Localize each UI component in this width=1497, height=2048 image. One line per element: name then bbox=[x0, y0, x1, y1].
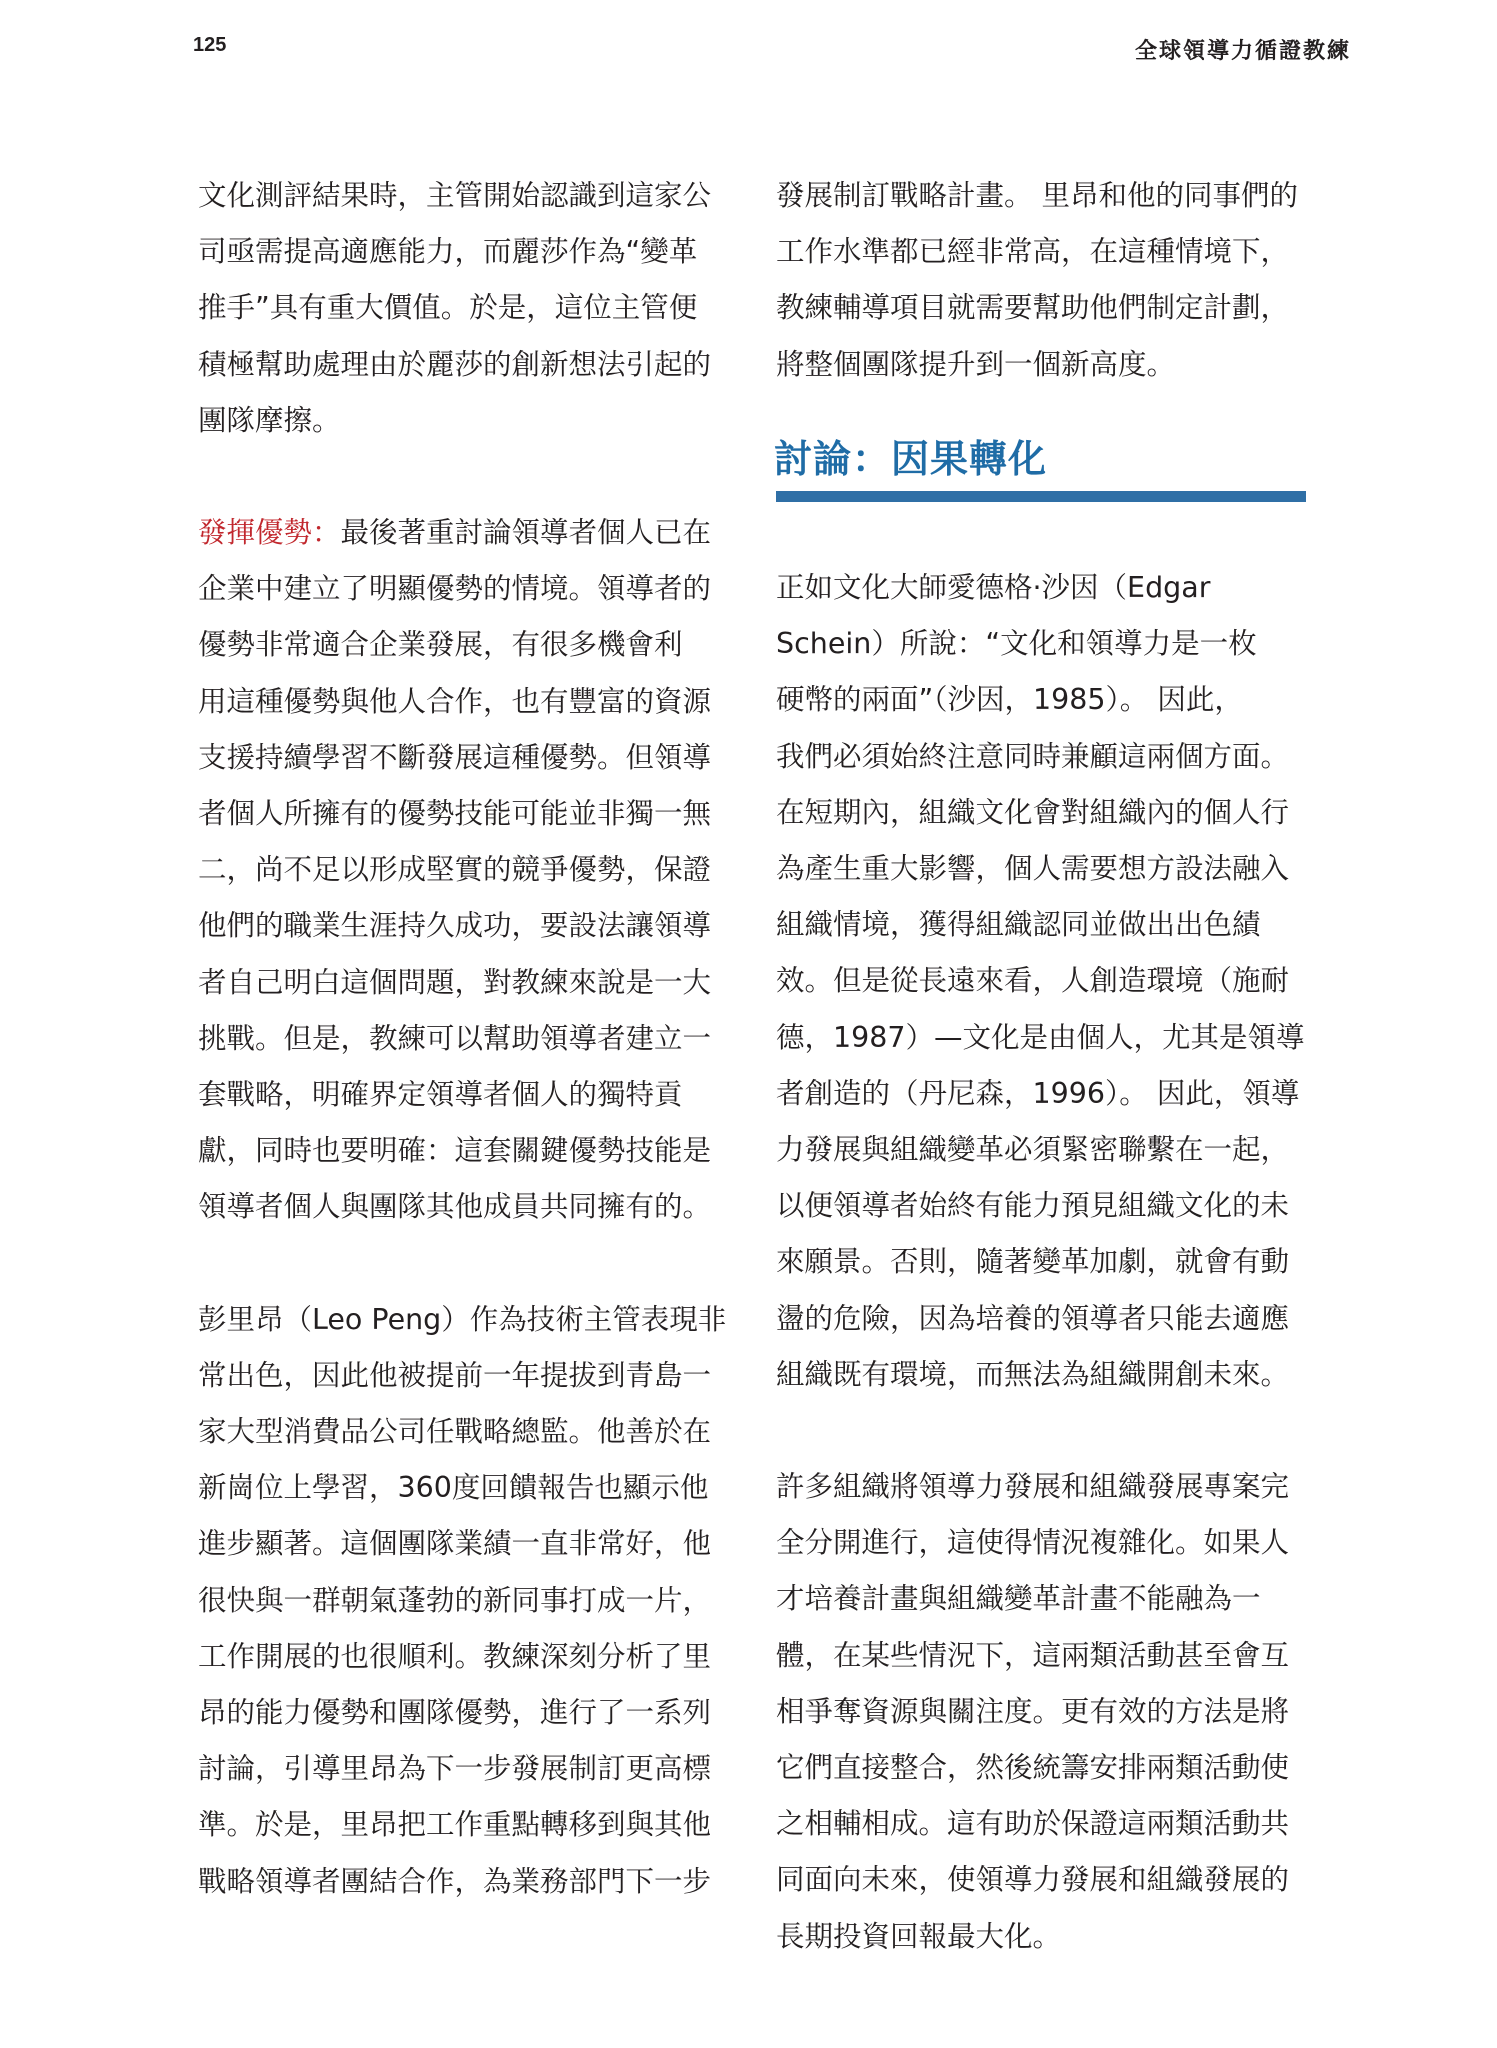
right-column bbox=[776, 168, 1316, 393]
text-line: 之相輔相成。這有助於保證這兩類活動共 bbox=[776, 1807, 1290, 1841]
running-header-book-title: 全球領導力循證教練 bbox=[1134, 39, 1351, 64]
text-line: 發展制訂戰略計畫。 里昂和他的同事們的 bbox=[776, 179, 1299, 212]
text-line: 支援持續學習不斷發展這種優勢。但領導 bbox=[198, 740, 712, 774]
text-line: 常出色，因此他被提前一年提拔到青島一 bbox=[198, 1358, 712, 1392]
text-line: 長期投資回報最大化。 bbox=[776, 1919, 1062, 1953]
text-line: 積極幫助處理由於麗莎的創新想法引起的 bbox=[198, 347, 712, 381]
text-line: 者創造的（丹尼森，1996）。 因此，領導 bbox=[776, 1076, 1300, 1110]
text-line: 推手”具有重大價值。於是，這位主管便 bbox=[198, 291, 698, 325]
text-line: 組織既有環境，而無法為組織開創未來。 bbox=[776, 1357, 1290, 1391]
text-line: 準。於是，里昂把工作重點轉移到與其他 bbox=[198, 1808, 712, 1842]
text-line: 文化測評結果時，主管開始認識到這家公 bbox=[198, 179, 712, 212]
text-line: 企業中建立了明顯優勢的情境。領導者的 bbox=[198, 572, 712, 606]
text-line: 硬幣的兩面”（沙因，1985）。 因此， bbox=[776, 683, 1243, 717]
right-column-body bbox=[776, 560, 1316, 1965]
text-line: 挑戰。但是，教練可以幫助領導者建立一 bbox=[198, 1021, 712, 1055]
paragraph-leverage-strengths bbox=[198, 505, 738, 1236]
text-line: 者個人所擁有的優勢技能可能並非獨一無 bbox=[198, 797, 712, 831]
text-line: 進步顯著。這個團隊業績一直非常好，他 bbox=[198, 1527, 712, 1561]
text-line: 它們直接整合，然後統籌安排兩類活動使 bbox=[776, 1751, 1290, 1785]
text-line bbox=[198, 505, 738, 561]
text-line: 教練輔導項目就需要幫助他們制定計劃， bbox=[776, 291, 1290, 325]
text-line: 我們必須始終注意同時兼顧這兩個方面。 bbox=[776, 739, 1290, 773]
paragraph-gap bbox=[776, 1403, 1316, 1459]
paragraph-leo-peng bbox=[198, 1292, 738, 1910]
text-line: 戰略領導者團結合作，為業務部門下一步 bbox=[198, 1864, 712, 1898]
text-line: 新崗位上學習，360度回饋報告也顯示他 bbox=[198, 1471, 709, 1505]
page-number: 125 bbox=[193, 34, 227, 56]
text-line: 二，尚不足以形成堅實的競爭優勢，保證 bbox=[198, 853, 712, 887]
text-line: 工作水準都已經非常高，在這種情境下， bbox=[776, 235, 1290, 269]
text-line: 德，1987）—文化是由個人，尤其是領導 bbox=[776, 1020, 1305, 1054]
text-line: 昂的能力優勢和團隊優勢，進行了一系列 bbox=[198, 1696, 712, 1730]
text-line: 家大型消費品公司任戰略總監。他善於在 bbox=[198, 1415, 712, 1449]
text-line: Schein）所說：“文化和領導力是一枚 bbox=[776, 627, 1257, 661]
text-line: 相爭奪資源與關注度。更有效的方法是將 bbox=[776, 1694, 1290, 1728]
paragraph-culture-leadership bbox=[776, 560, 1316, 1403]
text-line: 體，在某些情況下，這兩類活動甚至會互 bbox=[776, 1638, 1290, 1672]
text-line: 將整個團隊提升到一個新高度。 bbox=[776, 347, 1176, 381]
text-line: 用這種優勢與他人合作，也有豐富的資源 bbox=[198, 684, 712, 718]
paragraph-integration bbox=[776, 1459, 1316, 1965]
text-line: 以便領導者始終有能力預見組織文化的未 bbox=[776, 1189, 1290, 1223]
text-line: 為產生重大影響，個人需要想方設法融入 bbox=[776, 852, 1290, 886]
text-line: 效。但是從長遠來看，人創造環境（施耐 bbox=[776, 964, 1290, 998]
text-line: 全分開進行，這使得情況複雜化。如果人 bbox=[776, 1526, 1290, 1560]
text-line: 許多組織將領導力發展和組織發展專案完 bbox=[776, 1470, 1290, 1504]
text-line: 很快與一群朝氣蓬勃的新同事打成一片， bbox=[198, 1583, 712, 1617]
text-line: 者自己明白這個問題，對教練來說是一大 bbox=[198, 965, 712, 999]
paragraph-change-agent bbox=[198, 168, 738, 449]
text-line: 討論，引導里昂為下一步發展制訂更高標 bbox=[198, 1752, 712, 1786]
text-line: 他們的職業生涯持久成功，要設法讓領導 bbox=[198, 909, 712, 943]
text-line: 優勢非常適合企業發展，有很多機會利 bbox=[198, 628, 683, 662]
term-leverage-strengths: 發揮優勢： bbox=[198, 516, 341, 550]
text-line: 盪的危險，因為培養的領導者只能去適應 bbox=[776, 1301, 1290, 1335]
text-line: 同面向未來，使領導力發展和組織發展的 bbox=[776, 1863, 1290, 1897]
paragraph-strategy-plan bbox=[776, 168, 1316, 393]
text-line: 彭里昂（Leo Peng）作為技術主管表現非 bbox=[198, 1302, 727, 1336]
text-fragment: 最後著重討論領導者個人已在 bbox=[340, 516, 712, 550]
text-line: 工作開展的也很順利。教練深刻分析了里 bbox=[198, 1639, 712, 1673]
text-line: 才培養計畫與組織變革計畫不能融為一 bbox=[776, 1582, 1261, 1616]
text-line: 領導者個人與團隊其他成員共同擁有的。 bbox=[198, 1190, 712, 1224]
left-column bbox=[198, 168, 738, 1910]
text-line: 在短期內，組織文化會對組織內的個人行 bbox=[776, 795, 1290, 829]
text-line: 司亟需提高適應能力，而麗莎作為“變革 bbox=[198, 235, 698, 269]
text-line: 正如文化大師愛德格·沙因（Edgar bbox=[776, 571, 1211, 604]
text-line: 組織情境，獲得組織認同並做出出色績 bbox=[776, 908, 1261, 942]
paragraph-gap bbox=[198, 449, 738, 505]
heading-underline-rule bbox=[776, 491, 1306, 502]
text-line: 來願景。否則，隨著變革加劇，就會有動 bbox=[776, 1245, 1290, 1279]
text-line: 獻，同時也要明確：這套關鍵優勢技能是 bbox=[198, 1134, 712, 1168]
paragraph-gap bbox=[198, 1236, 738, 1292]
text-line: 團隊摩擦。 bbox=[198, 403, 341, 437]
text-line: 套戰略，明確界定領導者個人的獨特貢 bbox=[198, 1078, 683, 1112]
text-line: 力發展與組織變革必須緊密聯繫在一起， bbox=[776, 1133, 1290, 1167]
section-heading: 討論：因果轉化 bbox=[774, 437, 1048, 481]
